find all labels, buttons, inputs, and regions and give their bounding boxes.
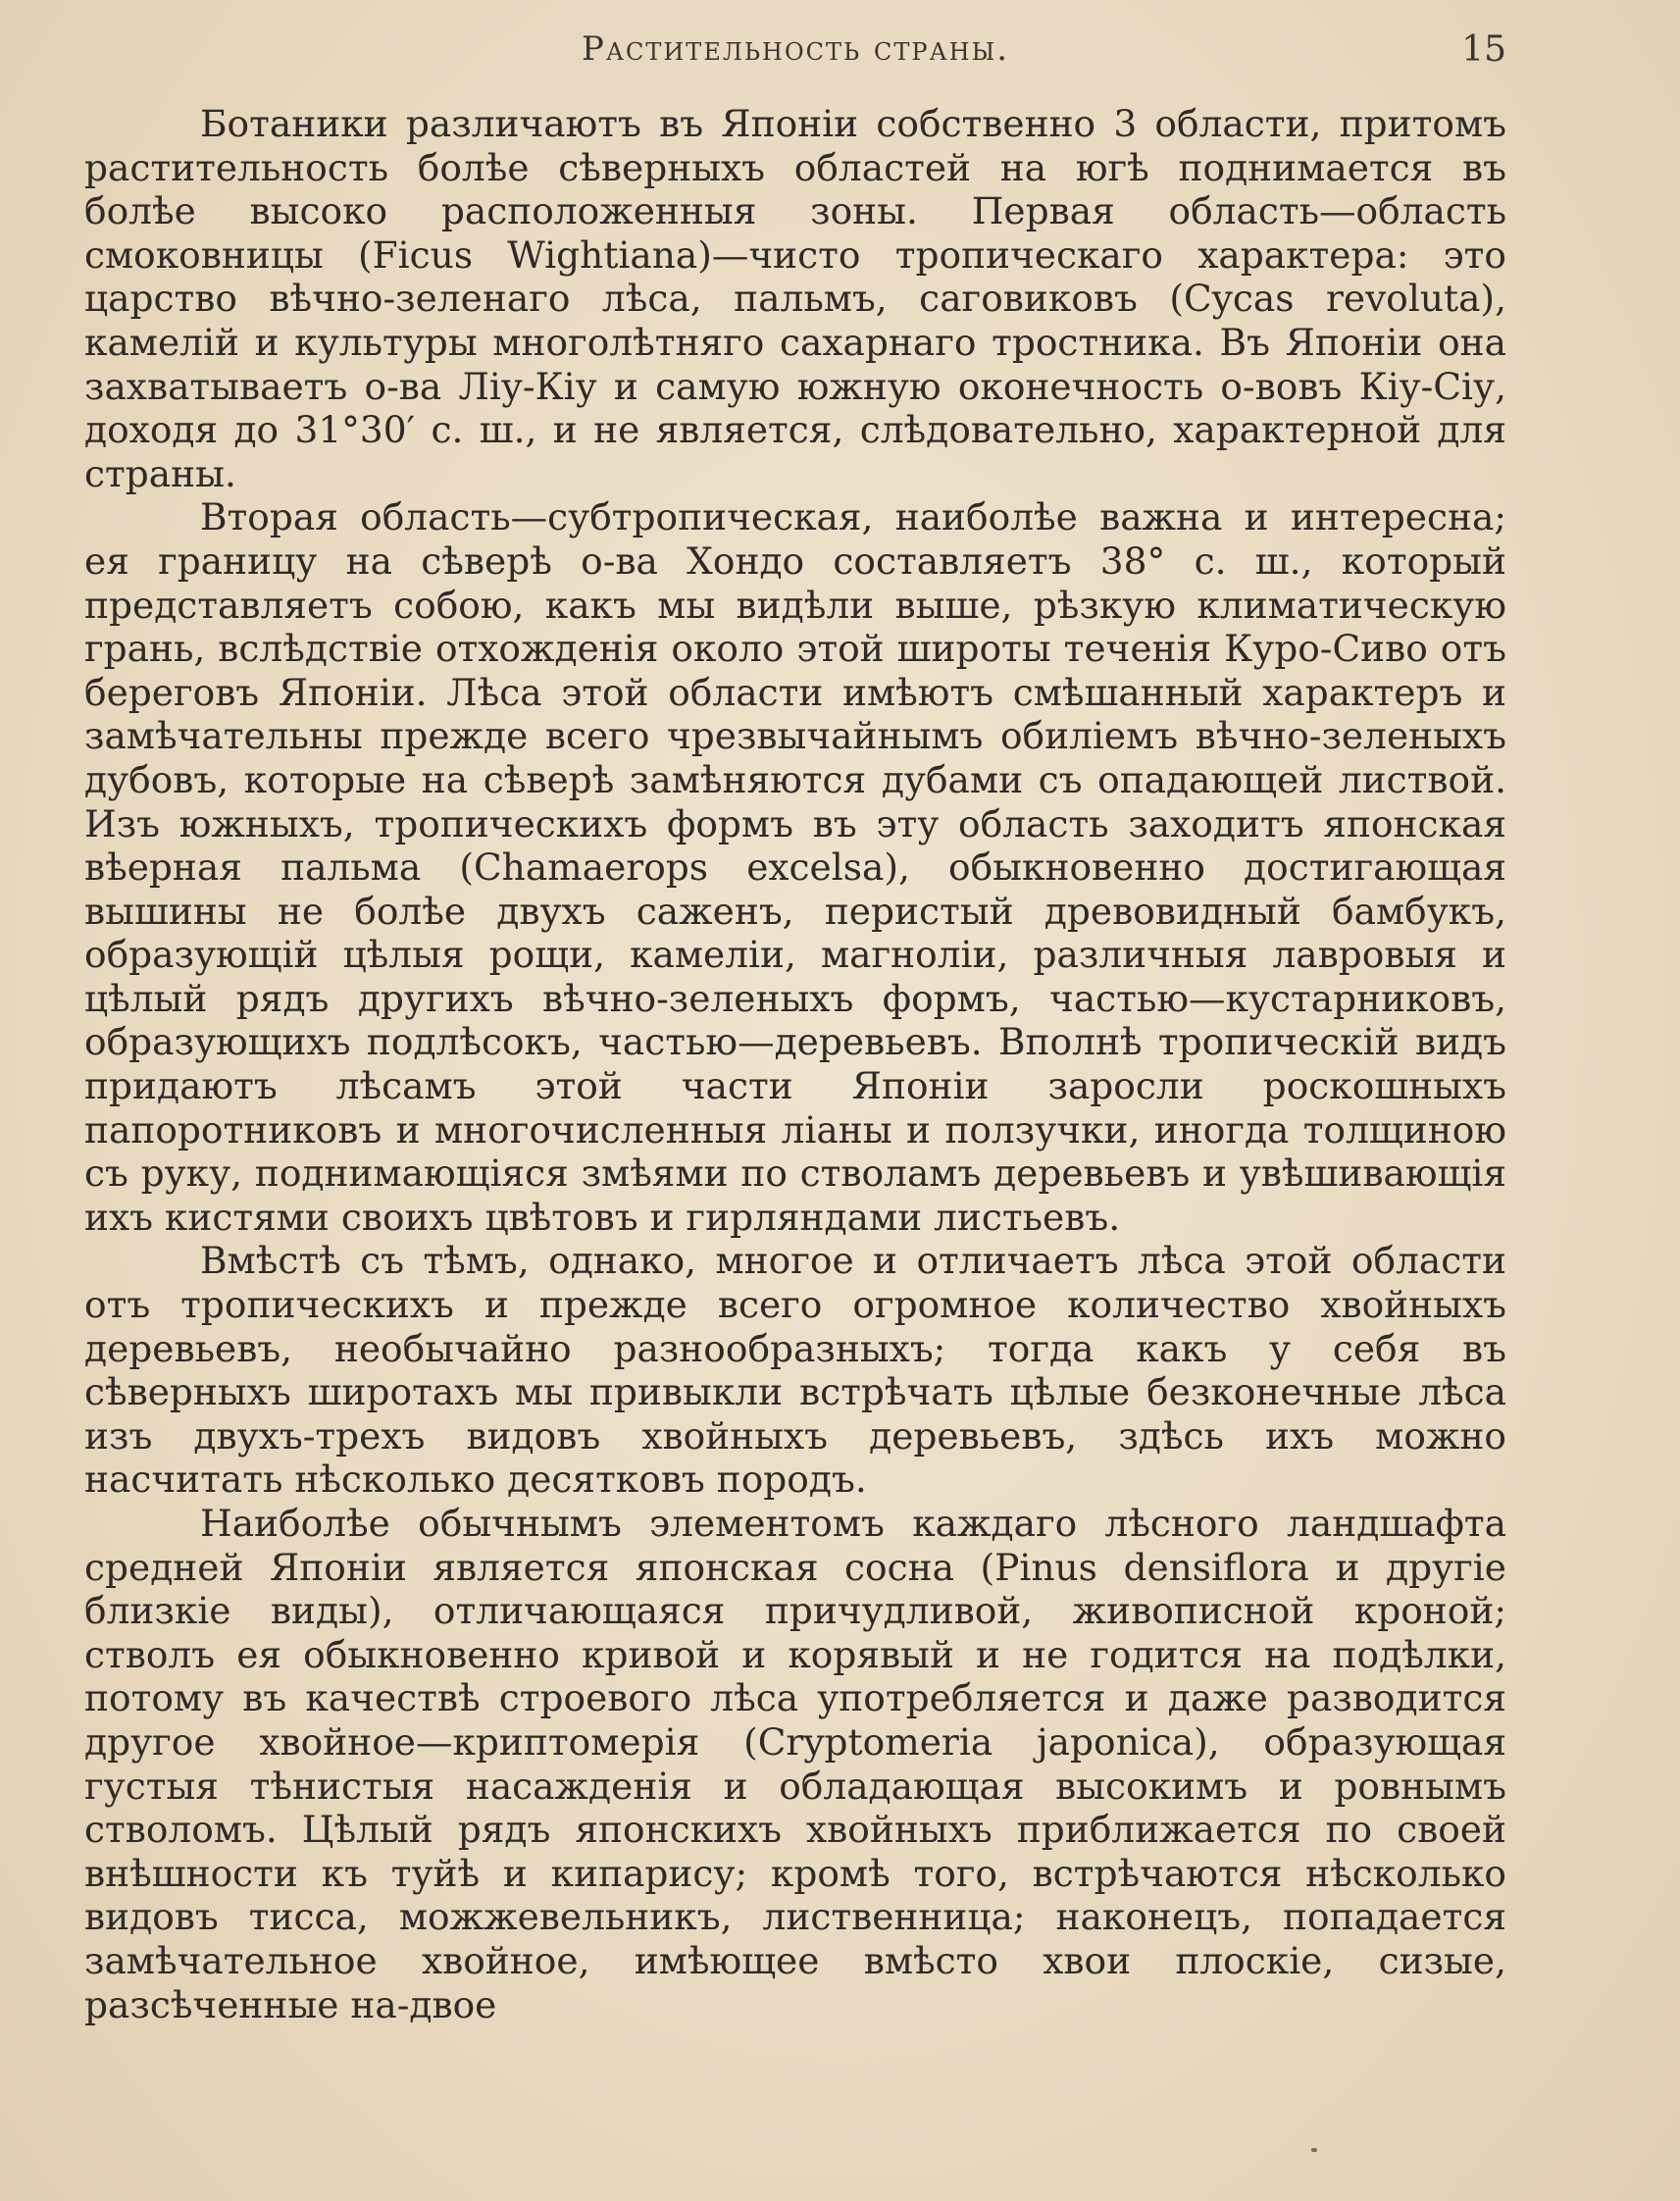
running-head (84, 29, 1506, 78)
paragraph-2: Вторая область—субтропическая, наиболѣе важна и интересна; ея границу на сѣверѣ о-ва Хондо составляетъ 38° с. ш., который представляетъ собою, какъ мы видѣли выше, рѣзкую климатическую грань, вслѣдствіе отхожденія около этой широты теченія Куро-Сиво отъ береговъ Японіи. Лѣса этой области имѣютъ смѣшанный характеръ и замѣчательны прежде всего чрезвычайнымъ обиліемъ вѣчно-зеленыхъ дубовъ, которые на сѣверѣ замѣняются дубами съ опадающей листвой. Изъ южныхъ, тропическихъ формъ въ эту область заходитъ японская вѣерная пальма (Chamaerops excelsa), обыкновенно достигающая вышины не болѣе двухъ саженъ, перистый древовидный бамбукъ, образующій цѣлыя рощи, камеліи, магноліи, различныя лавровыя и цѣлый рядъ другихъ вѣчно-зеленыхъ формъ, частью—кустарниковъ, образующихъ подлѣсокъ, частью—деревьевъ. Вполнѣ тропическій видъ придаютъ лѣсамъ этой части Японіи заросли роскошныхъ папоротниковъ и многочисленныя ліаны и ползучки, иногда толщиною съ руку, поднимающіяся змѣями по стволамъ деревьевъ и увѣшивающія ихъ кистями своихъ цвѣтовъ и гирляндами листьевъ. (84, 495, 1506, 1239)
ink-speck (1311, 2148, 1317, 2152)
page-number: 15 (1461, 29, 1506, 70)
paragraph-1: Ботаники различаютъ въ Японіи собственно 3 области, притомъ растительность болѣе сѣверныхъ областей на югѣ поднимается въ болѣе высоко расположенныя зоны. Первая область—область смоковницы (Ficus Wightiana)—чисто тропическаго характера: это царство вѣчно-зеленаго лѣса, пальмъ, саговиковъ (Cycas revoluta), камелій и культуры многолѣтняго сахарнаго тростника. Въ Японіи она захватываетъ о-ва Ліу-Кіу и самую южную оконечность о-вовъ Кіу-Сіу, доходя до 31°30′ с. ш., и не является, слѣдовательно, характерной для страны. (84, 102, 1506, 495)
running-title: Растительность страны. (581, 29, 1010, 69)
body-text (84, 102, 1506, 2026)
paragraph-4: Наиболѣе обычнымъ элементомъ каждаго лѣсного ландшафта средней Японіи является японская сосна (Pinus densiflora и другіе близкіе виды), отличающаяся причудливой, живописной кроной; стволъ ея обыкновенно кривой и корявый и не годится на подѣлки, потому въ качествѣ строевого лѣса употребляется и даже разводится другое хвойное—криптомерія (Cryptomeria japonica), образующая густыя тѣнистыя насажденія и обладающая высокимъ и ровнымъ стволомъ. Цѣлый рядъ японскихъ хвойныхъ приближается по своей внѣшности къ туйѣ и кипарису; кромѣ того, встрѣчаются нѣсколько видовъ тисса, можжевельникъ, лиственница; наконецъ, попадается замѣчательное хвойное, имѣющее вмѣсто хвои плоскіе, сизые, разсѣченные на-двое (84, 1502, 1506, 2026)
paragraph-3: Вмѣстѣ съ тѣмъ, однако, многое и отличаетъ лѣса этой области отъ тропическихъ и прежде всего огромное количество хвойныхъ деревьевъ, необычайно разнообразныхъ; тогда какъ у себя въ сѣверныхъ широтахъ мы привыкли встрѣчать цѣлые безконечные лѣса изъ двухъ-трехъ видовъ хвойныхъ деревьевъ, здѣсь ихъ можно насчитать нѣсколько десятковъ породъ. (84, 1239, 1506, 1502)
